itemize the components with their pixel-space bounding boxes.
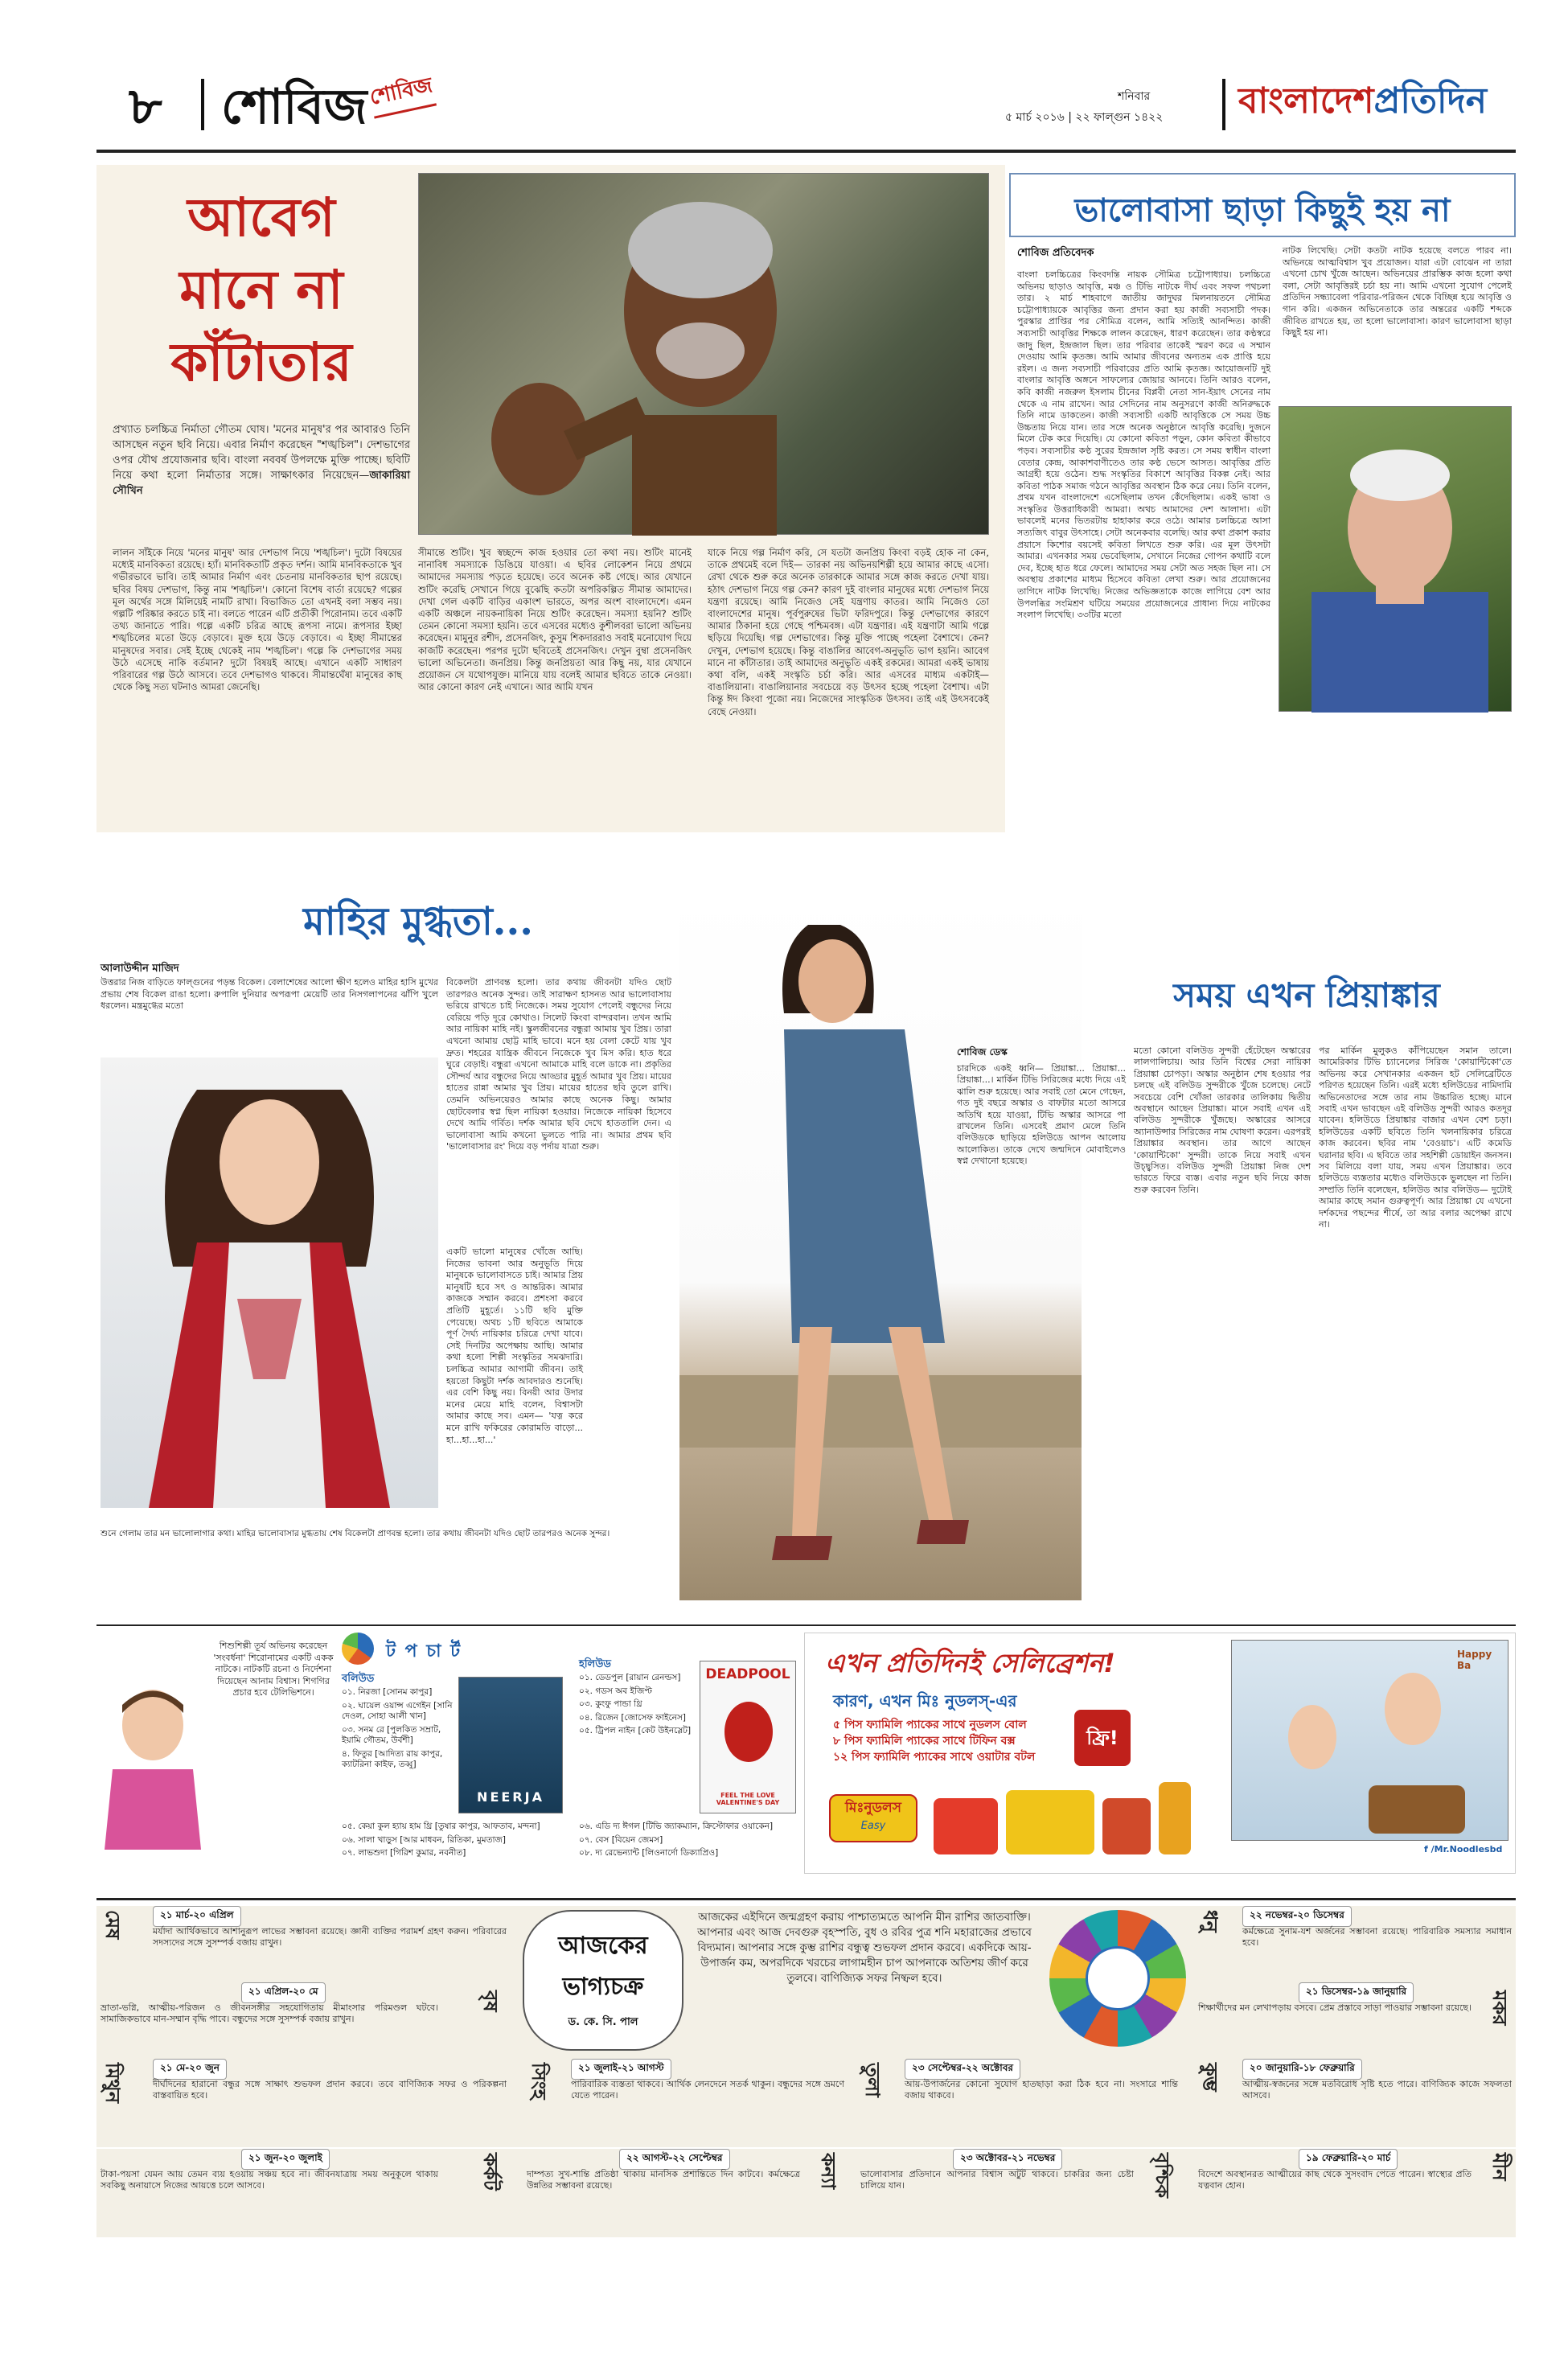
mahi-caption: শুনে গেলাম তার মন ভালোলাগার কথা। মাহির ভালোবাসার মুগ্ধতায় শেষ বিকেলটা প্রাণবন্ত হলো। তার কথায় জীবনটা যদিও ছোট তারপরও অনেক সুন্দর। bbox=[101, 1529, 610, 1538]
sign-name: বৃষ bbox=[479, 1990, 502, 2012]
issue-day: শনিবার bbox=[1118, 90, 1151, 103]
sign-pisces bbox=[1194, 2149, 1516, 2237]
sign-date: ২১ মার্চ-২০ এপ্রিল bbox=[153, 1906, 241, 1927]
hollywood-item: ০১. ডেডপুল [রায়ান রেনল্ডস] bbox=[579, 1673, 681, 1682]
horoscope-intro: আজকের এইদিনে জন্মগ্রহণ করায় পাশ্চাত্যমতে আপনি মীন রাশির জাতবাক্তি। আপনার এবং আজ দেবগুরু বৃহস্পতি, বুধ ও রবির পুত্র শনি মহারাজের প্রভাবে বিদ্যমান। আপনার সঙ্গে কুম্ভ রাশির বন্ধুত্ব শুভফল প্রদান করবে। একদিকে আয়-উপার্জন কম, অপরদিকে খরচের লাগামহীন চাপ আপনাকে অতিশয় জীর্ণ করে তুলবে। বাণিজ্যিক সফর নিষ্ফল হবে। bbox=[697, 1911, 1032, 1985]
sign-date: ২৩ সেপ্টেম্বর-২২ অক্টোবর bbox=[905, 2059, 1020, 2080]
sign-name: মীন bbox=[1488, 2153, 1511, 2181]
story-soumitra bbox=[1009, 165, 1516, 889]
ad-brand-logo bbox=[829, 1794, 917, 1842]
horoscope-author: ড. কে. সি. পাল bbox=[568, 2016, 638, 2028]
neerja-poster-title: NEERJA bbox=[477, 1789, 544, 1805]
sign-text: আত্মীয়-স্বজনের সঙ্গে মতবিরোধ সৃষ্টি হতে পারে। বাণিজ্যিক কাজে সফলতা আসবে। bbox=[1242, 2079, 1512, 2101]
deadpool-poster-tagline: FEEL THE LOVE VALENTINE'S DAY bbox=[716, 1792, 780, 1806]
sign-text: বিদেশে অবস্থানরত আত্মীয়ের কাছ থেকে সুসংবাদ পেতে পারেন। স্বাস্থ্যের প্রতি যত্নবান হোন। bbox=[1198, 2169, 1472, 2191]
story2-title: ভালোবাসা ছাড়া কিছুই হয় না bbox=[1074, 191, 1451, 229]
horoscope-section bbox=[96, 1906, 1516, 2147]
horoscope-title-1: আজকের bbox=[558, 1932, 648, 1960]
story-goutam-ghose bbox=[96, 165, 1005, 832]
bollywood-item: ৪. ফিতুর [আদিত্য রায় কাপুর, ক্যাটরিনা কাইফ, তব্বু] bbox=[342, 1748, 443, 1769]
sign-text: ভালোবাসার প্রতিদানে আপনার বিশ্বাস অটুট থাকবে। চাকরির জন্য চেষ্টা চালিয়ে যান। bbox=[860, 2169, 1134, 2191]
sign-sagittarius bbox=[1194, 1906, 1516, 1982]
sign-text: দাম্পত্য সুখ-শান্তি প্রতিষ্ঠা থাকায় মানসিক প্রশান্তিতে দিন কাটবে। কর্মক্ষেত্রে উন্নতির সম্ভাবনা রয়েছে। bbox=[527, 2169, 800, 2191]
story3-column-3: একটি ভালো মানুষের খোঁজে আছি। নিজের ভাবনা আর অনুভূতি দিয়ে মানুষকে ভালোবাসতে চাই। আমার প্রিয় মানুষটি হবে সৎ ও আন্তরিক। আমার কাজকে সম্মান করবে। প্রশংসা করবে প্রতিটি মুহূর্তে। ১১টি ছবি মুক্তি পেয়েছে। অথচ ১টি ছবিতে আমাকে পূর্ণ দৈর্ঘ্য নায়িকার চরিত্রে দেখা যাবে। সেই দিনটির অপেক্ষায় আছি। আমার কথা হলো শিল্পী সংস্কৃতির সমঝদারি। চলচ্চিত্র আমার আগামী জীবন। তাই হয়তো কিছুটা দর্শক আবদারও শুনেছি। এর বেশি কিছু নয়। বিনয়ী আর উদার মনের মেয়ে মাহি বলেন, বিশ্বাসটা আমার কাছে সব। এমন— 'যত্ন করে মনে রাখি ফকিরের কোরামতি বাড়ো... হা...হা...হা...' bbox=[446, 1247, 583, 1445]
sign-date: ২১ এপ্রিল-২০ মে bbox=[241, 1982, 326, 2003]
sign-name: কন্যা bbox=[817, 2153, 839, 2190]
story1-title: আবেগ মানে না কাঁটাতার bbox=[170, 186, 352, 393]
sign-text: শিক্ষার্থীদের মন লেখাপড়ায় বসবে। প্রেম প্রস্তাবে সাড়া পাওয়ার সম্ভাবনা রয়েছে। bbox=[1198, 2002, 1472, 2013]
sign-aries bbox=[96, 1906, 515, 1982]
hollywood-item: ০৮. দ্য রেভেন্যান্ট [লিওনার্দো ডিক্যাপ্রিও] bbox=[579, 1848, 719, 1858]
bollywood-list bbox=[342, 1687, 454, 1773]
story1-byline: জাকারিয়া সৌখিন bbox=[113, 470, 410, 497]
free-badge: ফ্রি! bbox=[1074, 1710, 1131, 1766]
sign-date: ২২ নভেম্বর-২০ ডিসেম্বর bbox=[1242, 1906, 1352, 1927]
ad-facebook-link: f /Mr.Noodlesbd bbox=[1424, 1844, 1503, 1854]
ad-offer-2: ৮ পিস ফ্যামিলি প্যাকের সাথে টিফিন বক্স bbox=[833, 1735, 1016, 1748]
ad-headline: এখন প্রতিদিনই সেলিব্রেশন! bbox=[825, 1648, 1115, 1678]
sign-text: দীর্ঘদিনের হারানো বন্ধুর সঙ্গে সাক্ষাৎ শুভফল প্রদান করবে। তবে বাণিজ্যিক সফর ও পরিকল্পনা বাস্তবায়িত হবে। bbox=[153, 2079, 507, 2101]
sign-libra bbox=[856, 2059, 1186, 2147]
sign-name: সিংহ bbox=[527, 2063, 550, 2100]
sign-date: ২০ জানুয়ারি-১৮ ফেব্রুয়ারি bbox=[1242, 2059, 1362, 2080]
topchart-pie-icon bbox=[342, 1633, 374, 1665]
hollywood-list-lower bbox=[579, 1822, 796, 1859]
hollywood-item: ০৫. ট্রিপল নাইন [কেট উইনস্লেট] bbox=[579, 1726, 692, 1735]
sign-text: কর্মক্ষেত্রে সুনাম-যশ অর্জনের সম্ভাবনা রয়েছে। পারিবারিক সমস্যার সমাধান হবে। bbox=[1242, 1926, 1512, 1948]
sign-cancer bbox=[96, 2149, 515, 2237]
bollywood-item: ০১. নিরজা [সোনম কাপুর] bbox=[342, 1687, 433, 1697]
kid-section bbox=[96, 1633, 338, 1850]
sign-date: ২৩ অক্টোবর-২১ নভেম্বর bbox=[953, 2149, 1062, 2170]
masthead-rule bbox=[96, 150, 1516, 153]
ad-cake-sign: Happy Ba bbox=[1457, 1649, 1492, 1671]
horoscope-title-2: ভাগ্যচক্র bbox=[562, 1973, 644, 2001]
sign-gemini bbox=[96, 2059, 515, 2147]
kid-caption: শিশুশিল্পী তূর্য অভিনয় করেছেন 'সংবর্ধনা' শিরোনামের একটি একক নাটকে। নাটকটি রচনা ও নির্দেশনা দিয়েছেন আনাম বিশ্বাস। শিগগির প্রচার হবে টেলিভিশনে। bbox=[213, 1641, 334, 1698]
story3-title: মাহির মুগ্ধতা... bbox=[303, 899, 533, 944]
deadpool-mask-icon bbox=[724, 1702, 773, 1762]
ad-brand-name: মিঃনুডলস bbox=[845, 1800, 901, 1816]
hollywood-item: ০৩. কুংফু পান্ডা থ্রি bbox=[579, 1699, 642, 1709]
sign-name: বৃশ্চিক bbox=[1151, 2153, 1173, 2199]
sign-virgo bbox=[523, 2149, 852, 2237]
sign-name: তুলা bbox=[861, 2063, 884, 2097]
neerja-poster bbox=[458, 1677, 563, 1813]
topchart-title: ট প চা র্ট bbox=[386, 1641, 462, 1661]
bollywood-list-lower bbox=[342, 1822, 567, 1859]
bollywood-item: ০৬. সালা খাড়ুস [আর মাধবন, রিতিকা, মুমতাজ] bbox=[342, 1834, 507, 1845]
section-name: শোবিজ bbox=[221, 79, 367, 135]
mahi-photo bbox=[101, 1058, 438, 1508]
bollywood-item: ০২. ঘায়েল ওয়ান্স এগেইন [সানি দেওল, সোহা আলী খান] bbox=[342, 1700, 453, 1721]
section-logo: শোবিজ bbox=[367, 68, 437, 118]
story4-column-2: মতো কোনো বলিউড সুন্দরী হেঁটেছেন অস্কারের লালগালিচায়। আর তিনি বিশ্বের সেরা নায়িকা প্রিয়াঙ্কা চোপড়া। অস্কার অনুষ্ঠান শেষ হওয়ার পর চলছে এই বলিউড সুন্দরীকে খুঁজে চলেছে। নেটে সবচেয়ে বেশি খোঁজা তারকার তালিকায় দ্বিতীয় অবস্থানে আছেন প্রিয়াঙ্কা। মানে সবাই এখন এই বলিউড সুন্দরীকে খুঁজছে। অস্কারের আসরে অ্যানাউন্সার সিরিজের নাম ঘোষণা করেন। এরপরই প্রিয়াঙ্কার অবস্থান। তার আগে আছেন 'কোয়ান্টিকো' সুন্দরী। তাকে নিয়ে সবাই এখন উচ্ছ্বসিত। বলিউড সুন্দরী প্রিয়াঙ্কা নিজ দেশ ভারতে ফিরে ব্যস্ত। এবার নতুন ছবি নিয়ে কাজ শুরু করবেন তিনি। bbox=[1134, 1045, 1311, 1195]
story4-column-1: চারদিকে একই ধ্বনি— প্রিয়াঙ্কা... প্রিয়াঙ্কা... প্রিয়াঙ্কা...। মার্কিন টিভি সিরিজের মধ্যে দিয়ে এই ঝালি শুরু হয়েছে। আর সবাই তো মেনে গেছেন, গত দুই বছরে অস্কার ও বাফটার মতো আসরে অতিথি হয়ে যাওয়া, টিভি অস্কার আসরে পা রাখলেন তিনি। এসবেই প্রমাণ মেলে তিনি বলিউডকে ছাড়িয়ে হলিউডে আপন আলোয় আলোকিত। তাকে দেখে জন্মদিনে মোবাইলেও স্বপ্ন দেখানো হয়েছে। bbox=[957, 1063, 1126, 1167]
sign-leo bbox=[523, 2059, 852, 2147]
ad-offer-1: ৫ পিস ফ্যামিলি প্যাকের সাথে নুডলস বোল bbox=[833, 1719, 1027, 1731]
sign-name: মকর bbox=[1488, 1990, 1511, 2026]
masthead-divider bbox=[201, 79, 204, 130]
topchart bbox=[338, 1633, 800, 1874]
story2-column-2: নাটক লিখেছি। সেটা কতটা নাটক হয়েছে বলতে পারব না। অভিনয়ে আত্মবিশ্বাস খুব প্রয়োজন। যারা এটা বোঝেন না তারা এখনো চোখ খুঁজে আছেন। অভিনয়ের প্রারম্ভিক কাজ হলো কথা বলা, সেটা আবৃত্তিরই চর্চা হয় না। আমি এখনো সুযোগ পেলেই প্রতিদিন সন্ধ্যাবেলা পরিবার-পরিজন থেকে বিচ্ছিন্ন হয়ে আবৃত্তি ও গান করি। একজন অভিনেতাকে তার অন্তরের একটি শব্দকে জীবিত রাখতে হয়, তা হলো ভালোবাসা। কারণ ভালোবাসা ছাড়া কিছুই হয় না। bbox=[1283, 245, 1512, 339]
story3-column-2: বিকেলটা প্রাণবন্ত হলো। তার কথায় জীবনটা যদিও ছোট তারপরও অনেক সুন্দর। তাই সারাক্ষণ হাসনত আর ভালোবাসায় ভরিয়ে রাখতে চাই নিজেকে। সময় সুযোগ পেলেই বন্ধুদের নিয়ে বেরিয়ে পড়ি দূরে কোথাও। সিলেট কিংবা বান্দরবান। তখন আমি আর নায়িকা মাহি নই। স্কুলজীবনের বন্ধুরা আমায় খুব প্রিয়। তারা এখনো আমায় ছোট্ট মাহি ভাবে। মনে হয় বেলা কেটে যায় খুব দ্রুত। শহরের যান্ত্রিক জীবনে নিজেকে খুব মিস করি। হাত ধরে ঘুরে বেড়াই। বন্ধুরা এখনো আমাকে মাহি বলে ডাকে না। প্রকৃতির সৌন্দর্য আর বন্ধুদের নিয়ে আড্ডার মুহূর্ত আমার খুব প্রিয়। মায়ের হাতের রান্না আমার খুব প্রিয়। মায়ের হাতের ছবি তুলে রাখি। তেমনি অভিনয়েরও আমার কাছে অনেক কিছু। আমার ছোটবেলার স্বপ্ন ছিল নায়িকা হওয়ার। নিজেকে নায়িকা হিসেবে দেখে আমি গর্বিত। দর্শক আমার ছবি দেখে হাততালি দেন। এ ভালোবাসা আমি কখনো ভুলতে পারি না। আমার প্রথম ছবি 'ভালোবাসার রং' দিয়ে বড় পর্দায় যাত্রা শুরু। bbox=[446, 977, 671, 1152]
sign-name: কর্কট bbox=[479, 2153, 502, 2191]
ad-brand-sub: Easy bbox=[860, 1820, 886, 1832]
story1-column-3: যাকে নিয়ে গল্প নির্মাণ করি, সে যতটা জনপ্রিয় কিংবা বড়ই হোক না কেন, তাকে প্রথমেই বলে দিই— তারকা নয় অভিনয়শিল্পী হয়ে আমার কাছে এসো। রেখা থেকে শুরু করে অনেক তারকাকে আমার সঙ্গে কাজ করতে দেখা যায়। হঠাৎ দেশভাগ নিয়ে গল্প কেন? কারণ দুই বাংলার মানুষের মধ্যে দেশভাগ নিয়ে যন্ত্রণা রয়েছে। আমি নিজেও সেই যন্ত্রণায় কাতর। আমি নিজেও তো বাংলাদেশের মানুষ। পূর্বপুরুষের ভিটা ফরিদপুরে। কিন্তু দেশভাগের কারণে আমার ঠিকানা হয়ে গেছে পশ্চিমবঙ্গ। এটা যন্ত্রণার। এই যন্ত্রণাটা আমি গল্পে ছড়িয়ে দিয়েছি। গল্প দেশভাগের। কিন্তু মুক্তি পাচ্ছে পহেলা বৈশাখে। কেন? দেখুন, দেশভাগ হয়েছে। কিন্তু বাঙালির আবেগ-অনুভূতি ভাগ হয়নি। আবেগ মানে না কাঁটাতার। তাই আমাদের অনুভূতি একই রকমের। আমরা একই ভাষায় কথা বলি, একই সংস্কৃতি চর্চা করি। আর এসবের মাধ্যম একটাই— বাঙালিয়ানা। বাঙালিয়ানার সবচেয়ে বড় উৎসব হচ্ছে পহেলা বৈশাখ। এটা কিন্তু ঈদ কিংবা পূজো নয়। নিজেদের সাংস্কৃতিক উৎসব। তাই এই উৎসবকেই বেছে নেওয়া। bbox=[708, 547, 989, 717]
ad-products bbox=[934, 1782, 1199, 1854]
sign-name: ধনু bbox=[1199, 1910, 1221, 1932]
masthead bbox=[96, 63, 1512, 151]
hollywood-item: ০৪. রিজেন [জোসেফ ফাইনেস] bbox=[579, 1712, 686, 1723]
story-priyanka bbox=[679, 893, 1516, 1624]
hollywood-label: হলিউড bbox=[579, 1658, 611, 1670]
deadpool-poster-title: DEADPOOL bbox=[705, 1666, 790, 1682]
sign-scorpio bbox=[856, 2149, 1186, 2237]
bollywood-item: ০৭. লাভশুদা [গিরিশ কুমার, নবনীত] bbox=[342, 1848, 466, 1858]
horoscope-last-row bbox=[96, 2149, 1516, 2237]
story3-intro: উত্তরার নিজ বাড়িতে ফাল্গুনের পড়ন্ত বিকেল। বেলাশেষের আলো ক্ষীণ হলেও মাহির হাসি মুখের প্রভায় শেষ বিকেল রাঙা হলো। রুপালি দুনিয়ার অপরূপা মেয়েটি তার নিসগলাপনের ঝাঁপি খুলে ধরলেন। মন্ত্রমুগ্ধের মতো bbox=[101, 977, 438, 1011]
sign-name: কুম্ভ bbox=[1199, 2063, 1221, 2092]
kid-photo bbox=[96, 1681, 209, 1850]
story1-intro: প্রখ্যাত চলচ্চিত্র নির্মাতা গৌতম ঘোষ। 'মনের মানুষ'র পর আবারও তিনি আসছেন নতুন ছবি নিয়ে। এবার নির্মাণ করেছেন "শঙ্খচিল"। দেশভাগের ওপর যৌথ প্রযোজনার ছবি। বাংলা নববর্ষ উপলক্ষে মুক্তি পাচ্ছে। ছবিটি নিয়ে কথা হলো নির্মাতার সঙ্গে। সাক্ষাৎকার নিয়েছেন—জাকারিয়া সৌখিন bbox=[113, 424, 410, 497]
soumitra-photo bbox=[1279, 406, 1512, 712]
newspaper-name: বাংলাদেশপ্রতিদিন bbox=[1238, 80, 1487, 121]
sign-date: ১৯ ফেব্রুয়ারি-২০ মার্চ bbox=[1299, 2149, 1398, 2170]
story-mahi bbox=[96, 885, 675, 1624]
hollywood-item: ০৭. বেস [বিয়েন জেমস] bbox=[579, 1834, 663, 1845]
story2-column-1: বাংলা চলচ্চিত্রের কিংবদন্তি নায়ক সৌমিত্র চট্টোপাধ্যায়। চলচ্চিত্রে অভিনয় ছাড়াও আবৃত্তি, মঞ্চ ও টিভি নাটকে দীর্ঘ এবং সফল পথচলা তার। ২ মার্চ শাহবাগে জাতীয় জাদুঘর মিলনায়তনে সৌমিত্র চট্টোপাধ্যায়কে আবৃত্তির জন্য প্রদান করা হয় কাজী সব্যসাচী পদক। পুরস্কার প্রাপ্তির পর সৌমিত্র বলেন, আমি সত্যিই আনন্দিত। কাজী সব্যসাচী আবৃত্তির শিক্ষকে লালন করেছেন, ধারণ করেছেন। তার কণ্ঠস্বরে জাদু ছিল, ইন্দ্রজাল ছিল। তার পরিবার তাকেই স্মরণ করে এ সম্মান দেওয়ায় আমি কৃতজ্ঞ। আমি আমার জীবনের অন্যতম এক প্রাপ্তি হয়ে রইল। এ জন্য সব্যসাচী পরিবারের প্রতি আমি কৃতজ্ঞ। আয়োজনটি দুই বাংলার আবৃত্তি অঙ্গনে সাফল্যের জোয়ার আনবে। তিনি আরও বলেন, কবি কাজী নজরুল ইসলাম চীনের বিপ্লবী নেতা সান-ইয়াৎ সেনের নাম থেকে এ নাম রাখেন। আর সেদিনের নাম অনুসরণে কাজী অনিরুদ্ধকে তিনি নামে ডাকতেন। কাজী সব্যসাচী একটি আবৃত্তিকে সে সময় উচ্চ উচ্চতায় নিয়ে যান। তার সঙ্গে অনেক অনুষ্ঠানে আবৃত্তি করেছি। দুজনে মিলে টেক করে দিয়েছি। যে কোনো কবিতা পড়ুন, কোন কবিতা কীভাবে পড়ব। সব্যসাচীর কণ্ঠ সুরের ইন্দ্রজাল সৃষ্টি করত। সে সময় স্বাধীন বাংলা বেতার কেন্দ্র, আকাশবাণীতেও তার কণ্ঠ ভেসে আসত। আবৃত্তির প্রতি আগ্রহী হয়ে ওঠেন। শুদ্ধ সংস্কৃতির বিকাশে আবৃত্তির বিকল্প নেই। আর কবিতা পাঠক সমাজ গঠনে আবৃত্তির অবস্থান ঠিক করে নেয়। তিনি বলেন, প্রথম যখন বাংলাদেশে এসেছিলাম তখন কেঁদেছিলাম। একই ভাষা ও সংস্কৃতির উত্তরাধিকারী আমরা। অথচ আমাদের দেশ আলাদা। এটা ভাবলেই মনের ভিতরটায় হাহাকার করে ওঠে। আমার চলচ্চিত্রে আসা সত্যজিৎ বাবুর উৎসাহে। সেটা অনেকবার বলেছি। আর কথা প্রকাশ করার প্রয়াসে কিশোর বয়সেই কবিতা লিখতে শুরু করি। এর মূল উৎসটা আমার। এখনকার সময় ভেবেছিলাম, সেখানে নিজের গোপন কথাটি বলে দেব, ইচ্ছে হাত ধরে ফেলে। আমাদের সময় সেটা অত সহজ ছিল না। সে অবস্থায় প্রকাশের মাধ্যম হিসেবে কবিতা লেখা শুরু। আর প্রয়োজনের তাগিদে নাটক লিখেছি। নিজের অভিজ্ঞতাকে কাজে লাগিয়ে বেশ আর উপলব্ধির সংমিশ্রণ ঘটিয়ে সময়ের প্রয়োজনেরে প্রাধান্য দিয়ে নাটকের সংলাপ লিখেছি। ৩৩টির মতো bbox=[1017, 269, 1270, 621]
sign-text: পারিবারিক ব্যস্ততা থাকবে। আর্থিক লেনদেনে সতর্ক থাকুন। বন্ধুদের সঙ্গে ভ্রমণে যেতে পারেন। bbox=[571, 2079, 844, 2101]
sign-date: ২২ আগস্ট-২২ সেপ্টেম্বর bbox=[619, 2149, 730, 2170]
hollywood-list bbox=[579, 1673, 696, 1739]
deadpool-poster bbox=[700, 1661, 796, 1813]
story1-column-2: সীমান্তে শুটিং। খুব স্বচ্ছন্দে কাজ হওয়ার তো কথা নয়। শুটিং মানেই নানাবিধ সমস্যাকে ডিঙিয়ে যাওয়া। এ ছবির লোকেশন নিয়ে প্রথমে আমাদের সমস্যায় পড়তে হয়েছে। তবে অনেক কষ্ট গেছে। আর যেখানে শুটিং করেছি সেখানে গিয়ে বুঝেছি কতটা অপরিকল্পিত সীমান্ত আমাদের। দেখা গেল একটি বাড়ির একাংশ ভারতে, অপর অংশ বাংলাদেশে। এমন একটি অঞ্চলে নায়কনায়িকা নিয়ে শুটিং করেছেন। সমস্যা হয়নি? শুটিং তেমন কোনো সমস্যা হয়নি। তবে এসবের মধ্যেও কুশীলবরা ভালো অভিনয় করেছেন। মামুনুর রশীদ, প্রসেনজিৎ, কুসুম শিকদাররাও সবাই মনোযোগ দিয়ে কাজটি করেছেন। পরপর দুটো ছবিতেই প্রসেনজিৎ। দেখুন বুম্বা প্রসেনজিৎ ভালো অভিনেতা। জনপ্রিয়। কিন্তু জনপ্রিয়তা আর কিছু নয়, যার যেখানে প্রয়োজন সে যথোপযুক্ত। মানিয়ে যায় বলেই আমার ছবিতে তাকে নেওয়া। আর কোনো কারণ নেই এখানে। আর আমি যখন bbox=[418, 547, 692, 693]
sign-taurus bbox=[96, 1982, 515, 2059]
sign-name: মিথুন bbox=[101, 2063, 124, 2104]
bollywood-item: ০৩. সনম রে [পুলকিত সম্রাট, ইয়ামি গৌতম, উর্বশী] bbox=[342, 1724, 441, 1745]
sign-aquarius bbox=[1194, 2059, 1516, 2147]
bollywood-label: বলিউড bbox=[342, 1673, 375, 1685]
story4-column-3: পর মার্কিন মুলুকও কাঁপিয়েছেন সমান তালে। আমেরিকার টিভি চ্যানেলের সিরিজ 'কোয়ান্টিকো'তে অভিনয় করে সেখানকার একজন হট সেলিব্রেটিতে পরিণত হয়েছেন তিনি। এরই মধ্যে হলিউডের নামিদামি অভিনেতাদের সঙ্গে তার নাম উচ্চারিত হচ্ছে। মানে সবাই এখন ভাবছেন এই বলিউড সুন্দরী আরও কতদূর যাবেন। হলিউডে প্রিয়াঙ্কার বাজার এখন বেশ চড়া। হলিউডের একটি ছবিতে তিনি খলনায়িকার চরিত্রে কাজ করবেন। ছবির নাম 'বেওয়াচ'। এটি কমেডি ঘরানার ছবি। এ ছবিতে তার সহশিল্পী ডোয়াইন জনসন। সব মিলিয়ে বলা যায়, সময় এখন প্রিয়াঙ্কার। তবে হলিউডে ব্যস্ততার মধ্যেও বলিউডকে ভুলছেন না তিনি। সম্প্রতি তিনি বলেছেন, হলিউড আর বলিউড— দুটোই আমার কাছে সমান গুরুত্বপূর্ণ। আর প্রিয়াঙ্কা যে এখনো দর্শকদের পছন্দের শীর্ষে, তা আর বলার অপেক্ষা রাখে না। bbox=[1319, 1045, 1512, 1230]
ad-family-photo bbox=[1231, 1640, 1508, 1841]
story1-column-1: লালন সাঁইকে নিয়ে 'মনের মানুষ' আর দেশভাগ নিয়ে 'শঙ্খচিল'। দুটো বিষয়ের মধ্যেই মানবিকতা রয়েছে। হ্যাঁ। মানবিকতাটি প্রকৃত দর্শন। আমি মানবিকতাকে খুব গভীরভাবে ভাবি। তাই আমার নির্মাণ এবং চেতনায় মানবিকতার ছাপ রয়েছে। ছবির বিষয় দেশভাগ, কিন্তু নাম 'শঙ্খচিল'। কোনো বিশেষ বার্তা রয়েছে? গল্পের মূল অর্থের সঙ্গে মিলিয়েই নামটি রাখা। বিভাজিত তো এখনই বলা সম্ভব নয়। গল্পটি পরিষ্কার করতে চাই না। বলতে পারেন এটি প্রতীকী পিরোনাম। তবে একটি তথ্য জানাতে পারি। গল্পে একটি চরিত্র আছে রূপসা নামে। রূপসার ইচ্ছা শঙ্খচিলের মতো উড়ে বেড়াবে। মুক্ত হয়ে উড়ে বেড়াবে। এ ইচ্ছা সীমান্তের মানুষদের সবার। সেই ইচ্ছে থেকেই নাম 'শঙ্খচিল'। গল্পে কি দেশভাগের সময় উঠে এসেছে নাকি বর্তমান? দুটো বিষয়ই আছে। এখানে একটি সাধারণ পরিবারের গল্প উঠে আসবে। তবে দেশভাগও থাকবে। সীমান্তঘেঁষা মানুষের কাছ থেকে কিছু সত্য ঘটনাও আমরা জেনেছি। bbox=[113, 547, 402, 693]
story2-byline: শোবিজ প্রতিবেদক bbox=[1017, 247, 1094, 259]
sign-date: ২১ ডিসেম্বর-১৯ জানুয়ারি bbox=[1299, 1982, 1414, 2003]
zodiac-wheel-icon bbox=[1049, 1910, 1186, 2047]
sign-text: মর্যাদা আর্থিকভাবে আশানুরূপ লাভের সম্ভাবনা রয়েছে। জ্ঞানী ব্যক্তির পরামর্শ গ্রহণ করুন। পরিবারের সদস্যদের সঙ্গে সুসম্পর্ক বজায় রাখুন। bbox=[153, 1926, 507, 1948]
sign-date: ২১ জুন-২০ জুলাই bbox=[241, 2149, 330, 2170]
sign-text: টাকা-পয়সা যেমন আয় তেমন ব্যয় হওয়ায় সঞ্চয় হবে না। জীবনযাত্রায় সময় অনুকূলে থাকায় সবকিছু অনায়াসে নিজের আয়ত্তে চলে আসবে। bbox=[101, 2169, 438, 2191]
ad-subheadline: কারণ, এখন মিঃ নুডলস্-এর bbox=[833, 1691, 1017, 1711]
sign-date: ২১ জুলাই-২১ আগস্ট bbox=[571, 2059, 671, 2080]
mid-rule bbox=[96, 1624, 1516, 1626]
hollywood-item: ০২. গডস অব ইজিপ্ট bbox=[579, 1686, 652, 1696]
sign-text: ভ্রাতা-ভগ্নি, আত্মীয়-পরিজন ও জীবনসঙ্গীর সহযোগিতায় মীমাংসার পরিমণ্ডল ঘটবে। সামাজিকভাবে মান-সম্মান বৃদ্ধি পাবে। বন্ধুদের সঙ্গে সুসম্পর্ক বজায় রাখুন। bbox=[101, 2002, 438, 2024]
bollywood-item: ০৫. কেয়া কুল হ্যায় হাম থ্রি [তুষার কাপুর, আফতাব, মন্দনা] bbox=[342, 1822, 540, 1831]
story4-byline: শোবিজ ডেস্ক bbox=[957, 1046, 1008, 1058]
sign-name: মেষ bbox=[101, 1910, 124, 1940]
goutam-ghose-photo bbox=[418, 173, 989, 535]
issue-date: ৫ মার্চ ২০১৬ | ২২ ফাল্গুন ১৪২২ bbox=[1005, 111, 1164, 124]
noodles-ad bbox=[804, 1633, 1516, 1874]
ad-offer-3: ১২ পিস ফ্যামিলি প্যাকের সাথে ওয়াটার বটল bbox=[833, 1751, 1036, 1764]
bottom-rule bbox=[96, 1898, 1516, 1900]
story4-title: সময় এখন প্রিয়াঙ্কার bbox=[1173, 975, 1440, 1015]
horoscope-title-box bbox=[523, 1910, 683, 2051]
sign-capricorn bbox=[1194, 1982, 1516, 2059]
masthead-divider-2 bbox=[1222, 79, 1225, 130]
sign-date: ২১ মে-২০ জুন bbox=[153, 2059, 227, 2080]
page-number: ৮ bbox=[129, 77, 162, 137]
sign-text: আয়-উপার্জনের কোনো সুযোগ হাতছাড়া করা ঠিক হবে না। সংসারে শান্তি বজায় থাকবে। bbox=[905, 2079, 1178, 2101]
story3-byline: আলাউদ্দীন মাজিদ bbox=[101, 963, 179, 975]
hollywood-item: ০৬. এডি দ্য ঈগল [টিভি জ্যাকম্যান, ক্রিস্টোফার ওয়াকেন] bbox=[579, 1822, 774, 1831]
